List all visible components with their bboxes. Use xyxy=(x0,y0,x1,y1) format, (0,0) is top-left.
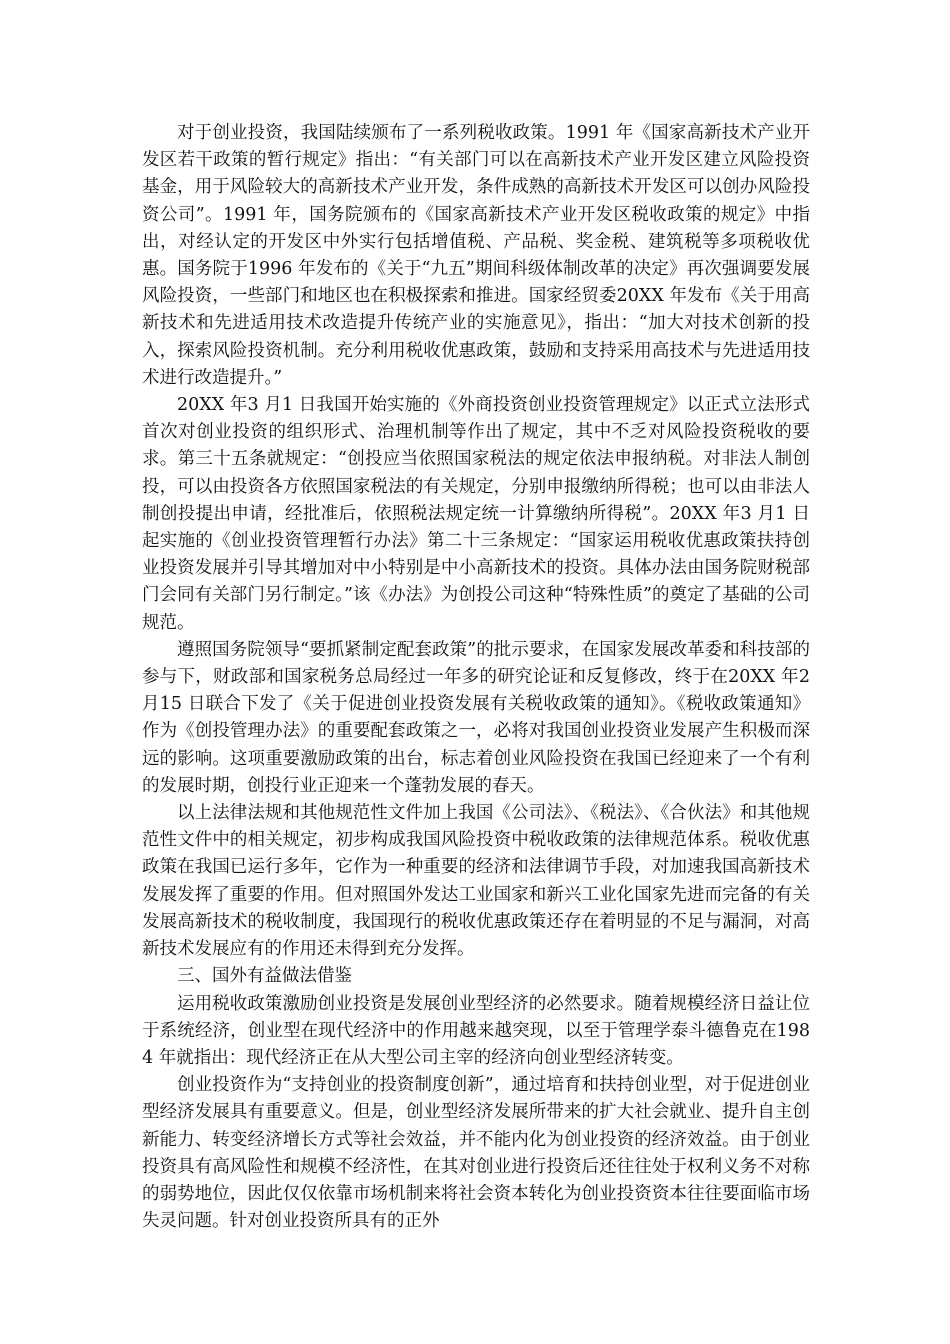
paragraph-tax-policy-notice: 遵照国务院领导“要抓紧制定配套政策”的批示要求，在国家发展改革委和科技部的参与下，财政部和国家税务总局经过一年多的研究论证和反复修改，终于在20XX 年2 月15 日联合下发了《关于促进创业投资发展有关税收政策的通知》。《税收政策通知》作为《创投管理办法》的重要配套政策之一，必将对我国创业投资业发展产生积极而深远的影响。这项重要激励政策的出台，标志着创业风险投资在我国已经迎来了一个有利的发展时期，创投行业正迎来一个蓬勃发展的春天。 xyxy=(142,639,810,796)
paragraph-foreign-investment-rules: 20XX 年3 月1 日我国开始实施的《外商投资创业投资管理规定》以正式立法形式首次对创业投资的组织形式、治理机制等作出了规定，其中不乏对风险投资税收的要求。第三十五条就规定：“创投应当依照国家税法的规定依法申报纳税。对非法人制创投，可以由投资各方依照国家税法的有关规定，分别申报缴纳所得税；也可以由非法人制创投提出申请，经批准后，依照税法规定统一计算缴纳所得税”。20XX 年3 月1 日起实施的《创业投资管理暂行办法》第二十三条规定：“国家运用税收优惠政策扶持创业投资发展并引导其增加对中小特别是中小高新技术的投资。具体办法由国务院财税部门会同有关部门另行制定。”该《办法》为创投公司这种“特殊性质”的奠定了基础的公司规范。 xyxy=(142,395,810,633)
section-heading: 三、国外有益做法借鉴 xyxy=(177,966,352,987)
paragraph-venture-capital-significance: 创业投资作为“支持创业的投资制度创新”，通过培育和扶持创业型，对于促进创业型经济发展具有重要意义。但是，创业型经济发展所带来的扩大社会就业、提升自主创新能力、转变经济增长方式等社会效益，并不能内化为创业投资的经济效益。由于创业投资具有高风险性和规模不经济性，在其对创业进行投资后还往往处于权利义务不对称的弱势地位，因此仅仅依靠市场机制来将社会资本转化为创业投资资本往往要面临市场失灵问题。针对创业投资所具有的正外 xyxy=(142,1075,810,1232)
paragraph-tax-policy-history: 对于创业投资，我国陆续颁布了一系列税收政策。1991 年《国家高新技术产业开发区若干政策的暂行规定》指出：“有关部门可以在高新技术产业开发区建立风险投资基金，用于风险较大的高新技术产业开发，条件成熟的高新技术开发区可以创办风险投资公司”。1991 年，国务院颁布的《国家高新技术产业开发区税收政策的规定》中指出，对经认定的开发区中外实行包括增值税、产品税、奖金税、建筑税等多项税收优惠。国务院于1996 年发布的《关于“九五”期间科级体制改革的决定》再次强调要发展风险投资，一些部门和地区也在积极探索和推进。国家经贸委20XX 年发布《关于用高新技术和先进适用技术改造提升传统产业的实施意见》，指出：“加大对技术创新的投入，探索风险投资机制。充分利用税收优惠政策，鼓励和支持采用高技术与先进适用技术进行改造提升。” xyxy=(142,123,810,388)
paragraph-legal-framework: 以上法律法规和其他规范性文件加上我国《公司法》、《税法》、《合伙法》和其他规范性文件中的相关规定，初步构成我国风险投资中税收政策的法律规范体系。税收优惠政策在我国已运行多年，它作为一种重要的经济和法律调节手段，对加速我国高新技术发展发挥了重要的作用。但对照国外发达工业国家和新兴工业化国家先进而完备的有关发展高新技术的税收制度，我国现行的税收优惠政策还存在着明显的不足与漏洞，对高新技术发展应有的作用还未得到充分发挥。 xyxy=(142,803,810,960)
document-body xyxy=(142,120,810,1235)
paragraph-entrepreneurial-economy: 运用税收政策激励创业投资是发展创业型经济的必然要求。随着规模经济日益让位于系统经济，创业型在现代经济中的作用越来越突现，以至于管理学泰斗德鲁克在1984 年就指出：现代经济正在从大型公司主宰的经济向创业型经济转变。 xyxy=(142,993,810,1068)
